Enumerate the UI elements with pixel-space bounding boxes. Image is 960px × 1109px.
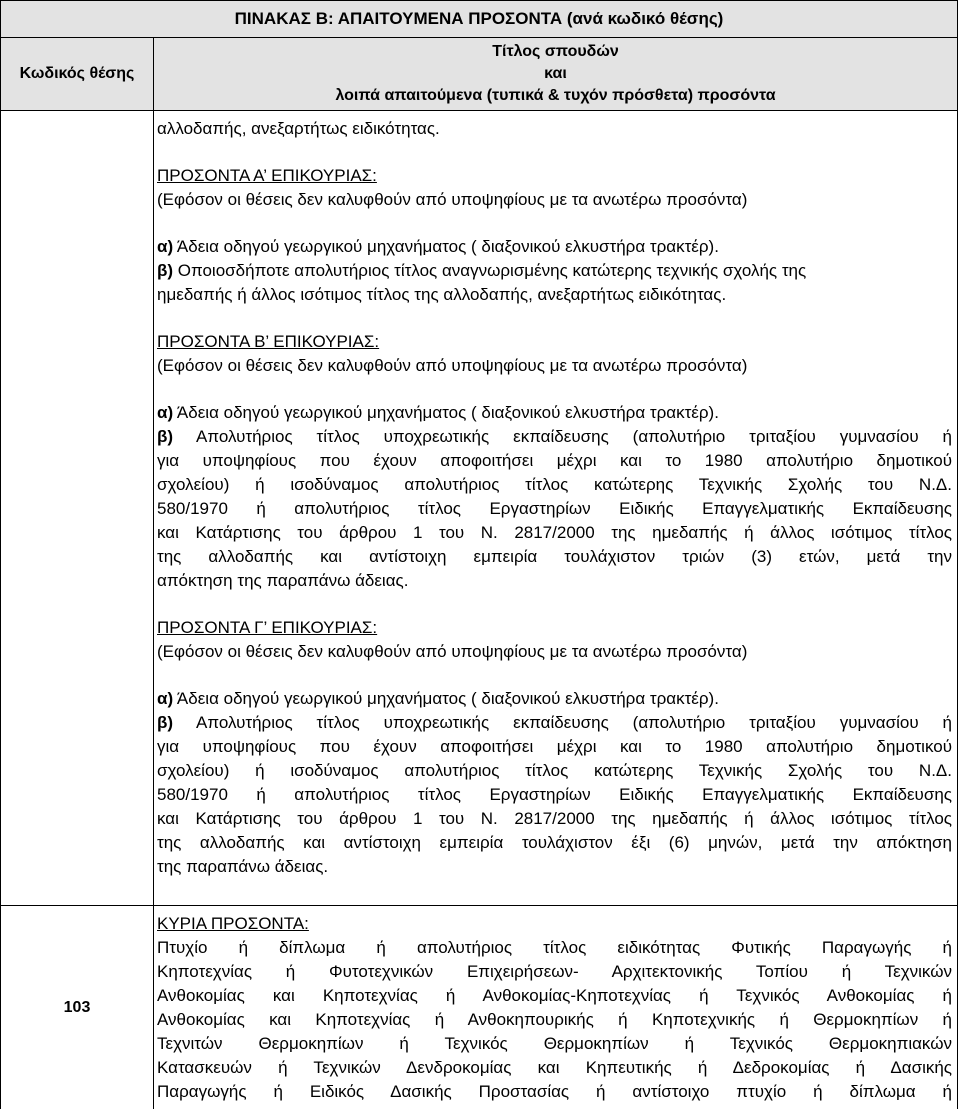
row-103-code: 103 <box>63 998 91 1016</box>
header-qual-line2: και <box>544 65 567 82</box>
section-c-item-b-text1: Απολυτήριος τίτλος υποχρεωτικής εκπαίδευσης (απολυτήριο τριταξίου γυμνασίου ή <box>173 713 952 732</box>
row-103-line6: Κατασκευών ή Τεχνικών Δενδροκομίας και Κηπευτικής ή Δεδροκομίας ή Δασικής <box>157 1058 952 1077</box>
section-a-item-a-text: Άδεια οδηγού γεωργικού μηχανήματος ( διαξονικού ελκυστήρα τρακτέρ). <box>173 237 719 256</box>
header-code-label: Κωδικός θέσης <box>19 65 135 82</box>
section-c-heading: ΠΡΟΣΟΝΤΑ Γ’ ΕΠΙΚΟΥΡΙΑΣ: <box>157 618 378 637</box>
row-separator <box>153 905 958 906</box>
section-a-item-b-line2: ημεδαπής ή άλλος ισότιμος τίτλος της αλλοδαπής, ανεξαρτήτως ειδικότητας. <box>157 285 727 304</box>
section-a-heading: ΠΡΟΣΟΝΤΑ Α’ ΕΠΙΚΟΥΡΙΑΣ: <box>157 166 377 185</box>
row-103-heading: ΚΥΡΙΑ ΠΡΟΣΟΝΤΑ: <box>157 914 309 933</box>
section-b-condition: (Εφόσον οι θέσεις δεν καλυφθούν από υποψηφίους με τα ανωτέρω προσόντα) <box>157 356 748 375</box>
section-c-item-a-marker: α) <box>157 689 174 708</box>
section-b-item-a-marker: α) <box>157 403 174 422</box>
section-a-item-b-line1 <box>157 259 952 283</box>
prev-row-code-cell <box>0 110 154 906</box>
section-c-item-b-line2: για υποψηφίους που έχουν αποφοιτήσει μέχρι και το 1980 απολυτήριο δημοτικού <box>157 737 952 756</box>
section-a-item-b-marker: β) <box>157 261 174 280</box>
row-103-line7: Παραγωγής ή Ειδικός Δασικής Προστασίας ή αντίστοιχο πτυχίο ή δίπλωμα ή <box>157 1082 952 1101</box>
section-b-item-a-text: Άδεια οδηγού γεωργικού μηχανήματος ( διαξονικού ελκυστήρα τρακτέρ). <box>173 403 719 422</box>
section-b-item-b-text1: Απολυτήριος τίτλος υποχρεωτικής εκπαίδευσης (απολυτήριο τριταξίου γυμνασίου ή <box>173 427 952 446</box>
section-b-item-b-line6: της αλλοδαπής και αντίστοιχη εμπειρία τουλάχιστον τριών (3) ετών, μετά την <box>157 547 952 566</box>
row-103-code-cell <box>0 905 154 1109</box>
section-a-condition: (Εφόσον οι θέσεις δεν καλυφθούν από υποψηφίους με τα ανωτέρω προσόντα) <box>157 190 748 209</box>
section-b-item-b-line7: απόκτηση της παραπάνω άδειας. <box>157 571 409 590</box>
section-b-item-b-line1 <box>157 425 952 449</box>
section-c-item-a <box>157 687 952 711</box>
section-c-item-b-line3: σχολείου) ή ισοδύναμος απολυτήριος τίτλος κατώτερης Τεχνικής Σχολής του Ν.Δ. <box>157 761 952 780</box>
row-103-line3: Ανθοκομίας και Κηποτεχνίας ή Ανθοκομίας-Κηποτεχνίας ή Τεχνικός Ανθοκομίας ή <box>157 986 952 1005</box>
section-c-item-b-line1 <box>157 711 952 735</box>
section-a-item-a-marker: α) <box>157 237 174 256</box>
row-103-line5: Τεχνιτών Θερμοκηπίων ή Τεχνικός Θερμοκηπίων ή Τεχνικός Θερμοκηπιακών <box>157 1034 952 1053</box>
section-b-item-b-line4: 580/1970 ή απολυτήριος τίτλος Εργαστηρίων Ειδικής Επαγγελματικής Εκπαίδευσης <box>157 499 952 518</box>
continuation-text: αλλοδαπής, ανεξαρτήτως ειδικότητας. <box>157 119 440 138</box>
section-c-item-b-line4: 580/1970 ή απολυτήριος τίτλος Εργαστηρίων Ειδικής Επαγγελματικής Εκπαίδευσης <box>157 785 952 804</box>
section-a-item-b-text1: Οποιοσδήποτε απολυτήριος τίτλος αναγνωρισμένης κατώτερης τεχνικής σχολής της <box>173 261 807 280</box>
row-103-line1: Πτυχίο ή δίπλωμα ή απολυτήριος τίτλος ειδικότητας Φυτικής Παραγωγής ή <box>157 938 952 957</box>
section-b-item-b-line5: και Κατάρτισης του άρθρου 1 του Ν. 2817/2000 της ημεδαπής ή άλλος ισότιμος τίτλος <box>157 523 952 542</box>
section-c-condition: (Εφόσον οι θέσεις δεν καλυφθούν από υποψηφίους με τα ανωτέρω προσόντα) <box>157 642 748 661</box>
row-103-line2: Κηποτεχνίας ή Φυτοτεχνικών Επιχειρήσεων- Αρχιτεκτονικής Τοπίου ή Τεχνικών <box>157 962 952 981</box>
section-c-item-b-line6: της αλλοδαπής και αντίστοιχη εμπειρία τουλάχιστον έξι (6) μηνών, μετά την απόκτηση <box>157 833 952 852</box>
section-b-item-a <box>157 401 952 425</box>
section-c-item-b-line7: της παραπάνω άδειας. <box>157 857 329 876</box>
table-title: ΠΙΝΑΚΑΣ Β: ΑΠΑΙΤΟΥΜΕΝΑ ΠΡΟΣΟΝΤΑ (ανά κωδικό θέσης) <box>234 9 724 28</box>
section-a-item-a <box>157 235 952 259</box>
section-c-item-b-marker: β) <box>157 713 174 732</box>
row-103-line4: Ανθοκομίας και Κηποτεχνίας ή Ανθοκηπουρικής ή Κηποτεχνικής ή Θερμοκηπίων ή <box>157 1010 952 1029</box>
header-qual-line3: λοιπά απαιτούμενα (τυπικά & τυχόν πρόσθετα) προσόντα <box>335 87 776 104</box>
section-c-item-a-text: Άδεια οδηγού γεωργικού μηχανήματος ( διαξονικού ελκυστήρα τρακτέρ). <box>173 689 719 708</box>
header-qual-line1: Τίτλος σπουδών <box>492 43 619 60</box>
section-c-item-b-line5: και Κατάρτισης του άρθρου 1 του Ν. 2817/2000 της ημεδαπής ή άλλος ισότιμος τίτλος <box>157 809 952 828</box>
section-b-item-b-line2: για υποψηφίους που έχουν αποφοιτήσει μέχρι και το 1980 απολυτήριο δημοτικού <box>157 451 952 470</box>
section-b-item-b-marker: β) <box>157 427 174 446</box>
section-b-item-b-line3: σχολείου) ή ισοδύναμος απολυτήριος τίτλος κατώτερης Τεχνικής Σχολής του Ν.Δ. <box>157 475 952 494</box>
table-title-row <box>0 0 958 38</box>
header-qualifications-cell <box>153 37 958 111</box>
section-b-heading: ΠΡΟΣΟΝΤΑ Β’ ΕΠΙΚΟΥΡΙΑΣ: <box>157 332 380 351</box>
header-code-cell <box>0 37 154 111</box>
